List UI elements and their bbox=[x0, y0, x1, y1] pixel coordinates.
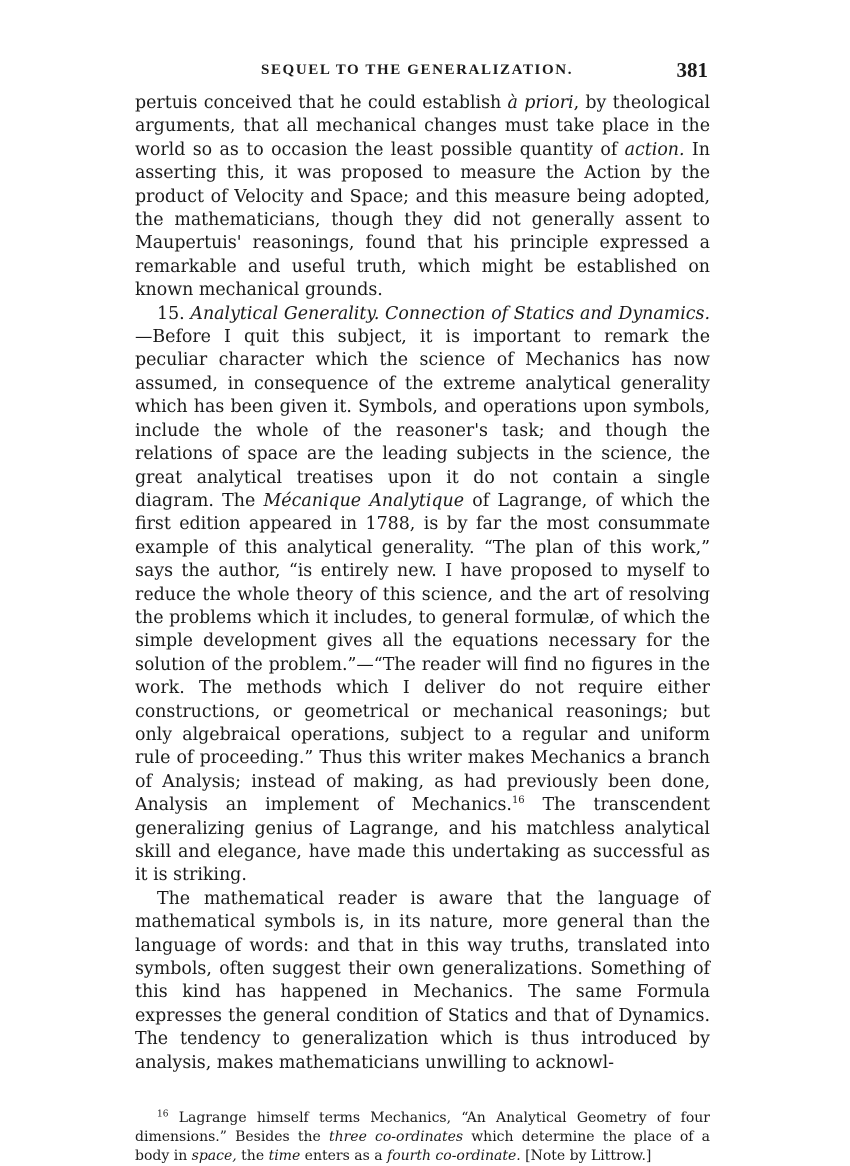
text-run: pertuis conceived that he could establish bbox=[135, 93, 508, 113]
book-page bbox=[135, 58, 710, 1166]
text-run: enters as a bbox=[300, 1148, 388, 1165]
footnotes bbox=[135, 1109, 710, 1166]
running-title: SEQUEL TO THE GENERALIZATION. bbox=[261, 62, 574, 78]
heading-dash: — bbox=[135, 327, 153, 348]
section-heading: Analytical Generality. Connection of Statics and Dynamics. bbox=[190, 303, 710, 324]
italic-run: action. bbox=[624, 139, 685, 160]
body-text bbox=[135, 92, 710, 1075]
paragraph-continuation bbox=[135, 92, 710, 303]
text-run: the bbox=[236, 1148, 269, 1165]
text-run: which determine the place of a body in bbox=[135, 1129, 710, 1165]
section-number: 15. bbox=[157, 303, 185, 324]
text-run: The transcendent generalizing genius of Lagrange, and his matchless analytical skill and elegance, have made this undertaking as successful as it is striking. bbox=[135, 795, 710, 886]
italic-run: à priori bbox=[507, 93, 574, 113]
text-run: [Note by Littrow.] bbox=[520, 1148, 652, 1165]
text-run: Lagrange himself terms Mechanics, “An Analytical Geometry of four dimensions.” Besides the bbox=[135, 1110, 710, 1146]
italic-run: three co-ordinates bbox=[328, 1129, 464, 1146]
text-run: , by theological arguments, that all mechanical changes must take place in the world so as to occasion the least possible quantity of bbox=[135, 93, 711, 160]
running-head bbox=[135, 58, 710, 88]
page-number: 381 bbox=[676, 58, 708, 82]
italic-run: time bbox=[268, 1148, 301, 1165]
footnote-reference: 16 bbox=[511, 795, 525, 807]
italic-run: Mécanique Analytique bbox=[263, 490, 465, 511]
italic-run: fourth co-ordinate. bbox=[387, 1148, 521, 1165]
text-run: of Lagrange, of which the first edition appeared in 1788, is by far the most consummate example of this analytical generality. “The plan of this work,” says the author, “is entirely new. I have proposed to myself to reduce the whole theory of this science, and the art of resolving the problems which it includes, to general formulæ, of which the simple development gives all the equations necessary for the solution of the problem.”—“The reader will find no figures in the work. The methods which I deliver do not require either constructions, or geometrical or mechanical reasonings; but only algebraical operations, subject to a regular and uniform rule of proceeding.” Thus this writer makes Mechanics a branch of Analysis; instead of making, as had previously been done, Analysis an implement of Mechanics. bbox=[135, 490, 711, 816]
text-run: In asserting this, it was proposed to measure the Action by the product of Velocity and Space; and this measure being adopted, the mathematicians, though they did not generally assent to Maupertuis' reasonings, found that his principle expressed a remarkable and useful truth, which might be established on known mechanical grounds. bbox=[135, 139, 710, 301]
footnote-16 bbox=[135, 1109, 710, 1166]
footnote-marker: 16 bbox=[157, 1109, 169, 1120]
italic-run: space, bbox=[191, 1148, 237, 1165]
paragraph-mathematical-reader: The mathematical reader is aware that the language of mathematical symbols is, in its nature, more general than the language of words: and that in this way truths, translated into symbols, often suggest their own generalizations. Something of this kind has happened in Mechanics. The same Formula expresses the general condition of Statics and that of Dynamics. The tendency to generalization which is thus introduced by analysis, makes mathematicians unwilling to acknowl- bbox=[135, 888, 710, 1073]
text-run: Before I quit this subject, it is important to remark the peculiar character which the science of Mechanics has now assumed, in consequence of the extreme analytical generality which has been given it. Symbols, and operations upon symbols, include the whole of the reasoner's task; and though the relations of space are the leading subjects in the science, the great analytical treatises upon it do not contain a single diagram. The bbox=[135, 327, 710, 511]
section-15-paragraph bbox=[135, 303, 710, 888]
